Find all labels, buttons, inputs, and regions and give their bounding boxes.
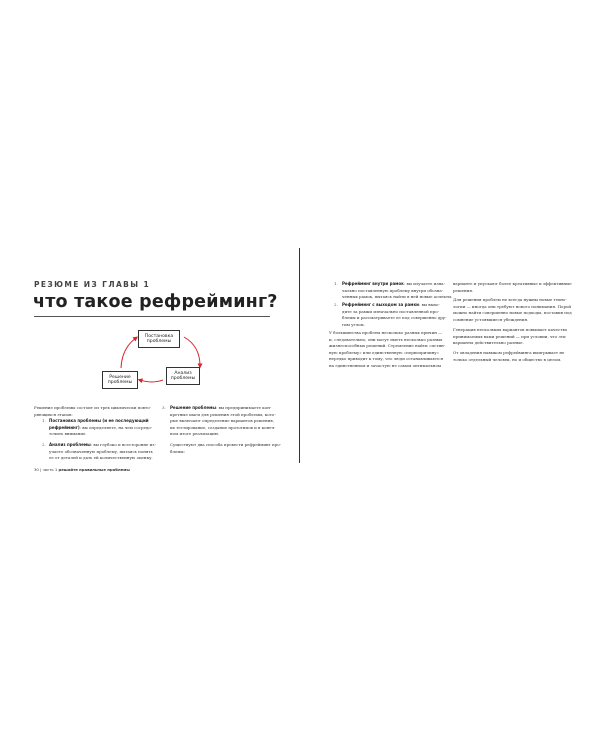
page-title: что такое рефрейминг? [33, 292, 278, 312]
causes-paragraph: У большинства проблем несколько разных причин — и, следовательно, они могут иметь несколько разных жизнеспособных решений. Стремление найти «истин- ную проблему» или единственную «первопричину» нередко приводит к тому, что люди останавливаются на единственном и зачастую не самом оптимальном [329, 330, 446, 368]
method-1-text: Рефрейминг внутри рамок: вы изучаете изна- чально поставленную проблему внутри обозна- ченных рамок, пытаясь найти в ней новые аспекты. [342, 281, 453, 300]
method-1-number: 1. [334, 281, 338, 286]
page-footer: 30 | часть 1 решайте правильные проблемы [34, 467, 130, 472]
step-3-text: Решение проблемы: вы предпринимаете кон- кретные шаги для решения этой проблемы, кото- рые включают определение вариантов решения, их тестирование, создание прототипов и в конеч- ном итоге реализацию. [170, 405, 276, 437]
step-2-text: Анализ проблемы: вы глубоко и всесторонне из- учаете обозначенную проблему, пытаясь понять ее от деталей и дать ей количественную оценку. [49, 442, 156, 461]
col2-paragraph-3: Генерация нескольких вариантов повышает качество принимаемых вами решений — при условии, что эти варианты действительно разные. [453, 327, 568, 346]
chapter-label: РЕЗЮМЕ ИЗ ГЛАВЫ 1 [34, 280, 151, 289]
method-2-text: Рефрейминг с выходом за рамки: вы выхо- дите за рамки изначально поставленной про- блемы и рассматриваете ее под совершенно дру- гим углом. [342, 302, 447, 327]
right-page [301, 0, 600, 750]
step-1-number: 1. [42, 418, 46, 423]
title-rule [34, 316, 270, 317]
node-problem-analysis: Анализ проблемы [166, 367, 200, 385]
book-gutter [299, 248, 300, 463]
method-2-number: 2. [334, 302, 338, 307]
arrow-top-to-right [184, 337, 200, 366]
col2-paragraph-1: варианте и упускают более креативные и эффективные решения. [453, 281, 572, 293]
two-ways-paragraph: Существуют два способа провести рефрейминг про- блемы: [170, 442, 282, 454]
arrow-right-to-left [140, 380, 163, 382]
footer-section: решайте правильные проблемы [58, 467, 130, 472]
intro-paragraph: Решение проблемы состоит из трех циклически повто- ряющихся этапов: [34, 405, 152, 417]
step-3-number: 3. [162, 405, 166, 410]
node-problem-framing: Постановка проблемы [138, 330, 180, 348]
node-problem-solving: Решение проблемы [102, 371, 138, 389]
col2-paragraph-2: Для решения проблем не всегда нужны новые техно- логии — иногда они требуют нового понимания. Порой можно найти совершенно новые подходы, поставив под сомнение устоявшиеся убеждения. [453, 297, 572, 322]
step-2-number: 2. [42, 442, 46, 447]
arrow-left-to-top [121, 338, 136, 368]
cycle-diagram [100, 322, 220, 397]
left-page [0, 0, 298, 750]
footer-part: часть 1 [42, 467, 58, 472]
step-1-text: Постановка проблемы (и ее последующий рефрейминг): вы определяете, на чем сосредо- точить внимание. [49, 418, 153, 437]
col2-paragraph-4: От овладения навыком рефрейминга выигрывает не только отдельный человек, но и общество в целом. [453, 350, 565, 362]
page-number: 30 [34, 467, 39, 472]
